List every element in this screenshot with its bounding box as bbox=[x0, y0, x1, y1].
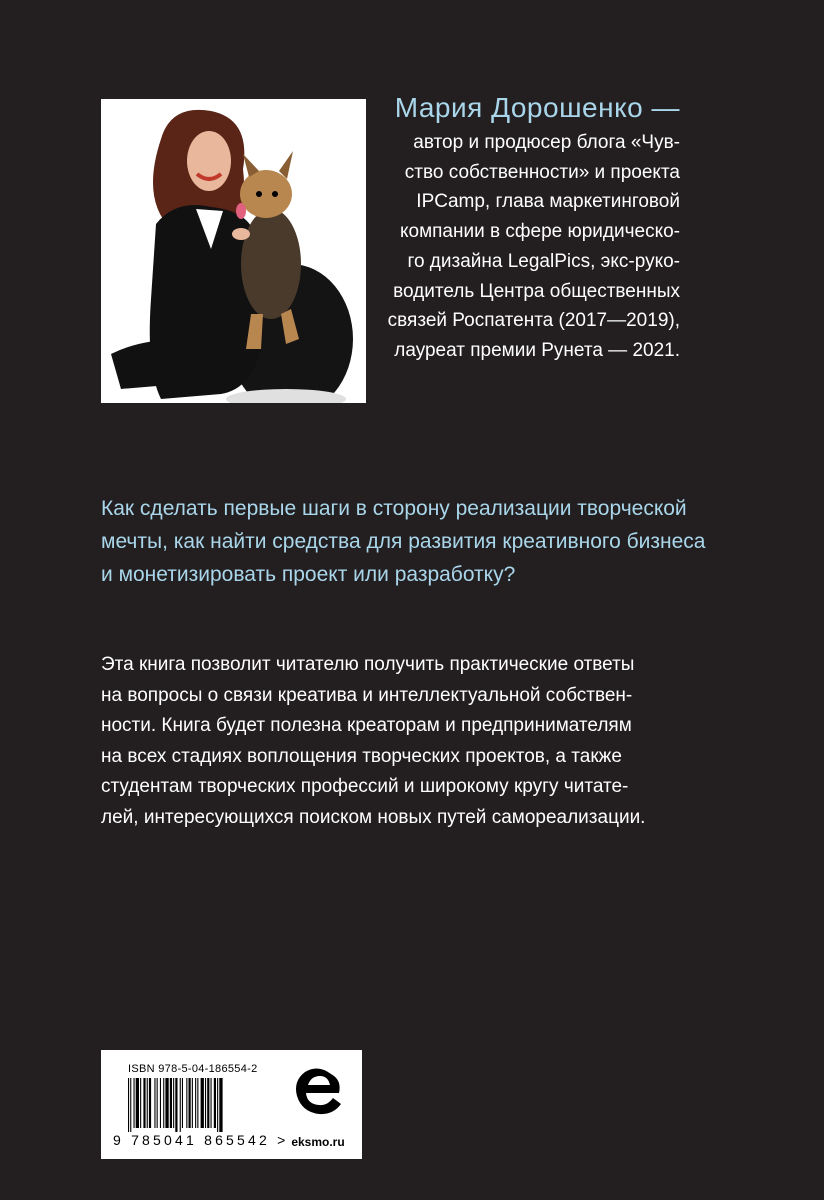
barcode-bar bbox=[182, 1078, 183, 1128]
author-bio-line: лауреат премии Рунета — 2021. bbox=[394, 339, 680, 361]
barcode-bar bbox=[219, 1078, 222, 1132]
author-bio-line: го дизайна LegalPics, экс-руко- bbox=[407, 250, 680, 272]
author-photo-illustration bbox=[101, 99, 366, 403]
author-bio-line: ство собственности» и проекта bbox=[404, 161, 680, 183]
eksmo-logo-icon bbox=[289, 1060, 347, 1122]
barcode-bar bbox=[192, 1078, 193, 1128]
description-line: Эта книга позволит читателю получить практические ответы bbox=[101, 654, 635, 675]
barcode-bar bbox=[173, 1078, 174, 1128]
barcode-bar bbox=[130, 1078, 131, 1132]
barcode-bar bbox=[140, 1078, 141, 1128]
barcode-bar bbox=[154, 1078, 155, 1128]
barcode-bar bbox=[201, 1078, 204, 1128]
author-bio-line: IPCamp, глава маркетинговой bbox=[416, 191, 680, 213]
description-line: на всех стадиях воплощения творческих проектов, а также bbox=[101, 745, 622, 767]
barcode-bar bbox=[134, 1078, 135, 1128]
author-bio-line: автор и продюсер блога «Чув- bbox=[413, 132, 680, 153]
question-line: Как сделать первые шаги в сторону реализации творческой bbox=[101, 497, 687, 520]
author-bio-line: компании в сфере юридическо- bbox=[399, 221, 680, 243]
description-line: студентам творческих профессий и широкому кругу читате- bbox=[101, 776, 629, 797]
description-line: лей, интересующихся поиском новых путей самореализации. bbox=[101, 806, 646, 828]
barcode-bar bbox=[165, 1078, 168, 1128]
barcode-bar bbox=[143, 1078, 145, 1128]
barcode-bar bbox=[195, 1078, 196, 1128]
author-name: Мария Дорошенко — bbox=[394, 92, 680, 123]
barcode-bar bbox=[136, 1078, 139, 1128]
barcode bbox=[128, 1078, 268, 1132]
barcode-bar bbox=[128, 1078, 129, 1132]
barcode-bar bbox=[207, 1078, 209, 1128]
author-bio-line: водитель Центра общественных bbox=[393, 280, 680, 302]
question-line: мечты, как найти средства для развития креативного бизнеса bbox=[101, 530, 706, 553]
barcode-bar bbox=[147, 1078, 148, 1128]
publisher-url[interactable]: eksmo.ru bbox=[291, 1135, 345, 1149]
barcode-bar bbox=[149, 1078, 151, 1128]
barcode-bar bbox=[217, 1078, 218, 1132]
barcode-bar bbox=[180, 1078, 181, 1132]
barcode-digits: 9 785041 865542 > bbox=[113, 1132, 289, 1148]
author-photo bbox=[101, 99, 366, 403]
barcode-bar bbox=[163, 1078, 164, 1128]
barcode-bar bbox=[205, 1078, 206, 1128]
barcode-bar bbox=[211, 1078, 212, 1128]
question-paragraph bbox=[101, 492, 706, 591]
barcode-bar bbox=[189, 1078, 191, 1128]
barcode-bar bbox=[170, 1078, 172, 1128]
barcode-bar bbox=[160, 1078, 161, 1128]
isbn-label: ISBN 978-5-04-186554-2 bbox=[128, 1063, 258, 1075]
question-line: и монетизировать проект или разработку? bbox=[101, 563, 516, 586]
barcode-bar bbox=[197, 1078, 198, 1128]
description-paragraph bbox=[101, 650, 701, 833]
author-block bbox=[380, 88, 680, 366]
author-bio-line: связей Роспатента (2017—2019), bbox=[387, 310, 680, 332]
barcode-bar bbox=[186, 1078, 187, 1128]
barcode-bar bbox=[157, 1078, 158, 1128]
barcode-bar bbox=[175, 1078, 177, 1132]
description-line: на вопросы о связи креатива и интеллектуальной собствен- bbox=[101, 684, 633, 706]
description-line: ности. Книга будет полезна креаторам и предпринимателям bbox=[101, 715, 632, 736]
barcode-panel bbox=[101, 1050, 362, 1159]
barcode-bar bbox=[214, 1078, 216, 1128]
author-bio bbox=[380, 128, 680, 366]
